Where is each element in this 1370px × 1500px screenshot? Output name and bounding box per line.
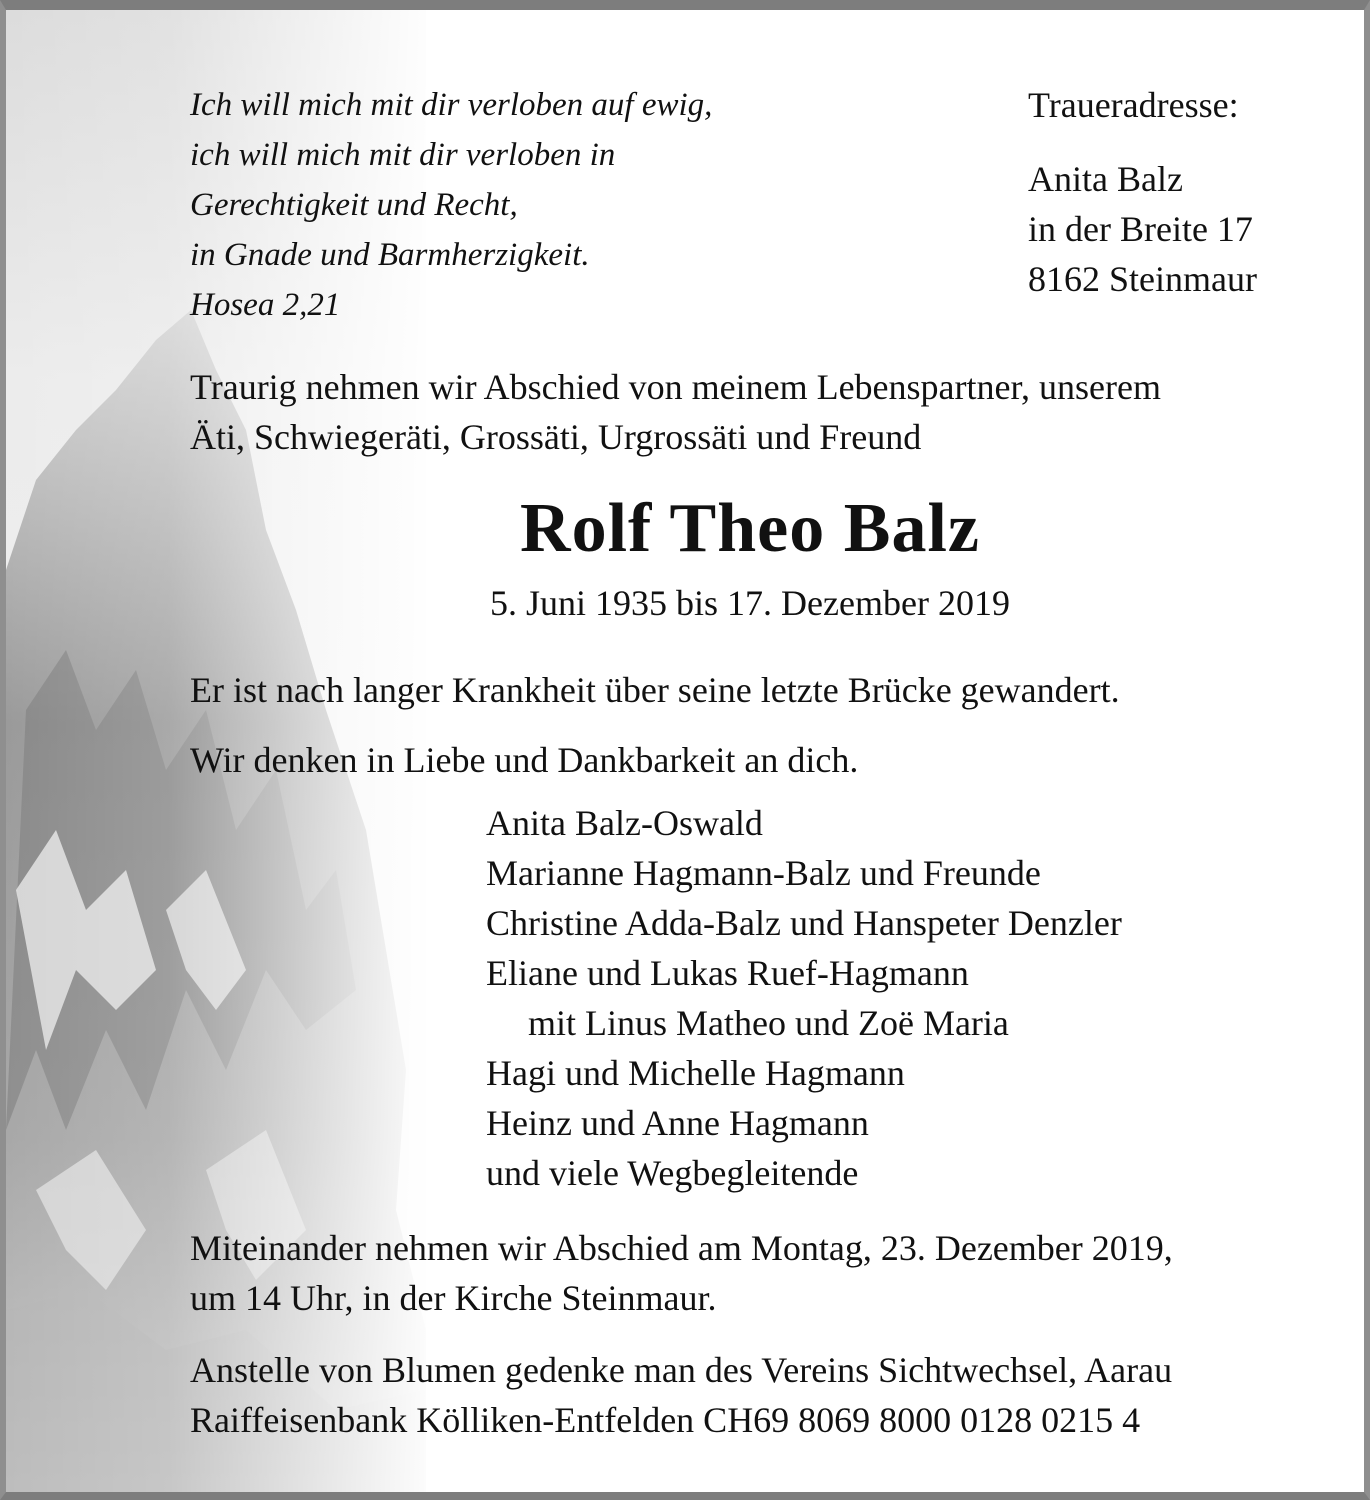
intro-line: Äti, Schwiegeräti, Grossäti, Urgrossäti und Freund [190, 417, 922, 457]
intro-line: Traurig nehmen wir Abschied von meinem Lebenspartner, unserem [190, 367, 1161, 407]
deceased-name-block [6, 484, 1370, 574]
mourner-entry: Heinz und Anne Hagmann [486, 1103, 869, 1143]
address-line: 8162 Steinmaur [1028, 259, 1257, 299]
farewell-ceremony-info [190, 1223, 1340, 1323]
illness-paragraph: Er ist nach langer Krankheit über seine letzte Brücke gewandert. [190, 670, 1120, 710]
intro-text [190, 362, 1340, 462]
mourners-list [486, 798, 1122, 1198]
mourner-entry: und viele Wegbegleitende [486, 1153, 859, 1193]
mourner-entry: Anita Balz-Oswald [486, 803, 763, 843]
verse-line: in Gnade und Barmherzigkeit. [190, 237, 590, 273]
donation-info [190, 1345, 1340, 1445]
mourning-address [1028, 80, 1257, 304]
address-line: Anita Balz [1028, 159, 1183, 199]
mourner-entry: Eliane und Lukas Ruef-Hagmann [486, 953, 969, 993]
life-dates: 5. Juni 1935 bis 17. Dezember 2019 [490, 583, 1010, 623]
deceased-name: Rolf Theo Balz [520, 490, 980, 567]
verse-line: Gerechtigkeit und Recht, [190, 187, 518, 223]
farewell-line: Miteinander nehmen wir Abschied am Montag, 23. Dezember 2019, [190, 1228, 1173, 1268]
mourner-entry: Hagi und Michelle Hagmann [486, 1053, 905, 1093]
mourner-entry: Marianne Hagmann-Balz und Freunde [486, 853, 1041, 893]
bank-account-line: Raiffeisenbank Kölliken-Entfelden CH69 8069 8000 0128 0215 4 [190, 1400, 1141, 1440]
address-line: in der Breite 17 [1028, 209, 1253, 249]
bible-verse [190, 80, 712, 330]
remembrance-paragraph: Wir denken in Liebe und Dankbarkeit an dich. [190, 740, 859, 780]
donation-line: Anstelle von Blumen gedenke man des Vereins Sichtwechsel, Aarau [190, 1350, 1173, 1390]
mourner-entry: mit Linus Matheo und Zoë Maria [528, 1003, 1009, 1043]
notice-content [6, 10, 1364, 1492]
verse-reference: Hosea 2,21 [190, 287, 341, 323]
farewell-line: um 14 Uhr, in der Kirche Steinmaur. [190, 1278, 717, 1318]
mourner-entry: Christine Adda-Balz und Hanspeter Denzler [486, 903, 1122, 943]
verse-line: Ich will mich mit dir verloben auf ewig, [190, 87, 713, 123]
address-heading: Traueradresse: [1028, 85, 1239, 125]
verse-line: ich will mich mit dir verloben in [190, 137, 616, 173]
